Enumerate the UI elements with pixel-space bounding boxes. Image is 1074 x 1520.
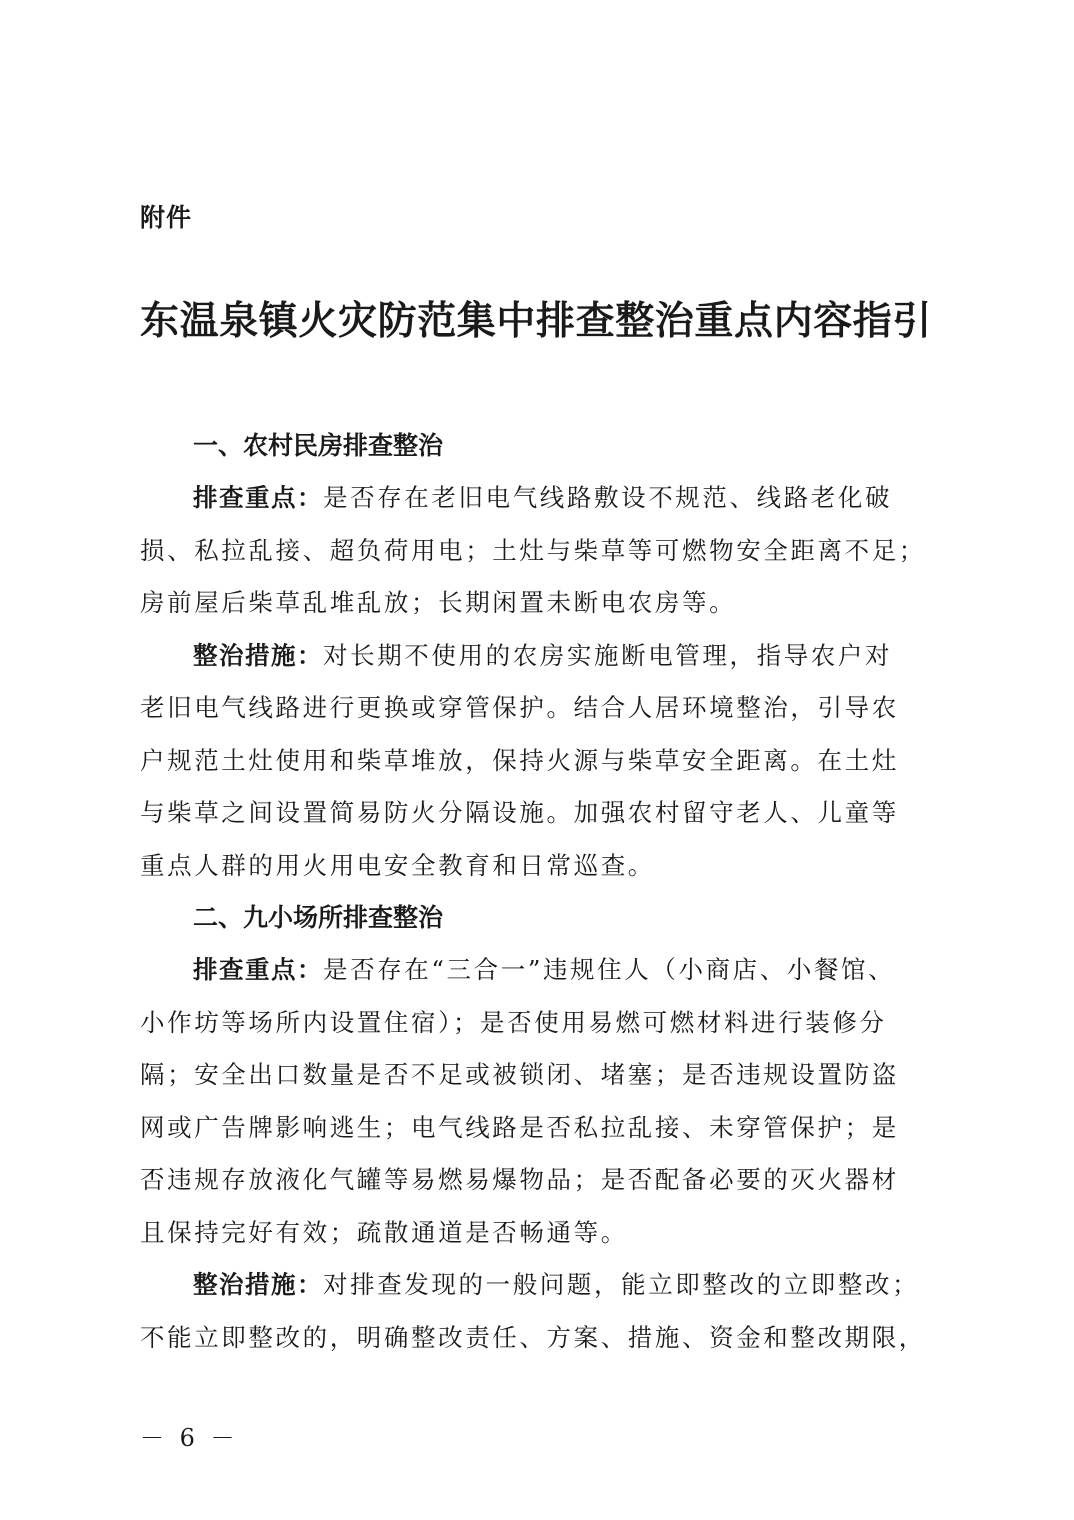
paragraph-text: 对长期不使用的农房实施断电管理，指导农户对 (323, 640, 893, 670)
section-heading-small-venues: 二、九小场所排查整治 (193, 903, 444, 932)
paragraph-line: 不能立即整改的，明确整改责任、方案、措施、资金和整改期限， (140, 1322, 926, 1352)
paragraph-line (140, 472, 940, 525)
paragraph-label: 整治措施： (193, 640, 323, 670)
paragraph-line: 老旧电气线路进行更换或穿管保护。结合人居环境整治，引导农 (140, 693, 899, 722)
paragraph-line: 否违规存放液化气罐等易燃易爆物品；是否配备必要的灭火器材 (140, 1165, 899, 1194)
paragraph-venue-fix-measures (140, 1259, 940, 1364)
section-heading-rural-housing: 一、农村民房排查整治 (193, 431, 444, 460)
paragraph-rural-check-focus (140, 472, 940, 630)
paragraph-text: 是否存在“三合一”违规住人（小商店、小餐馆、 (323, 955, 896, 984)
document-body (140, 420, 940, 1364)
paragraph-label: 排查重点： (193, 955, 323, 984)
paragraph-line: 重点人群的用火用电安全教育和日常巡查。 (140, 850, 655, 880)
paragraph-line (140, 630, 940, 683)
paragraph-venue-check-focus (140, 944, 940, 1259)
paragraph-label: 排查重点： (193, 483, 323, 512)
paragraph-label: 整治措施： (193, 1270, 323, 1299)
paragraph-line: 隔；安全出口数量是否不足或被锁闭、堵塞；是否违规设置防盗 (140, 1060, 899, 1089)
paragraph-text: 对排查发现的一般问题，能立即整改的立即整改； (323, 1270, 920, 1299)
paragraph-line: 户规范土灶使用和柴草堆放，保持火源与柴草安全距离。在土灶 (140, 745, 899, 775)
paragraph-line (140, 944, 940, 997)
paragraph-line: 房前屋后柴草乱堆乱放；长期闲置未断电农房等。 (140, 588, 737, 617)
paragraph-line (140, 1259, 940, 1312)
document-title: 东温泉镇火灾防范集中排查整治重点内容指引 (140, 298, 933, 344)
paragraph-text: 是否存在老旧电气线路敷设不规范、线路老化破 (323, 483, 893, 512)
paragraph-line: 损、私拉乱接、超负荷用电；土灶与柴草等可燃物安全距离不足； (140, 535, 926, 565)
paragraph-rural-fix-measures (140, 630, 940, 893)
paragraph-line: 且保持完好有效；疏散通道是否畅通等。 (140, 1217, 628, 1247)
attachment-label: 附件 (140, 203, 193, 232)
page-number: － 6 － (140, 1424, 239, 1452)
paragraph-line: 网或广告牌影响逃生；电气线路是否私拉乱接、未穿管保护；是 (140, 1112, 899, 1142)
paragraph-line: 小作坊等场所内设置住宿）；是否使用易燃可燃材料进行装修分 (140, 1007, 887, 1037)
paragraph-line: 与柴草之间设置简易防火分隔设施。加强农村留守老人、儿童等 (140, 798, 899, 827)
